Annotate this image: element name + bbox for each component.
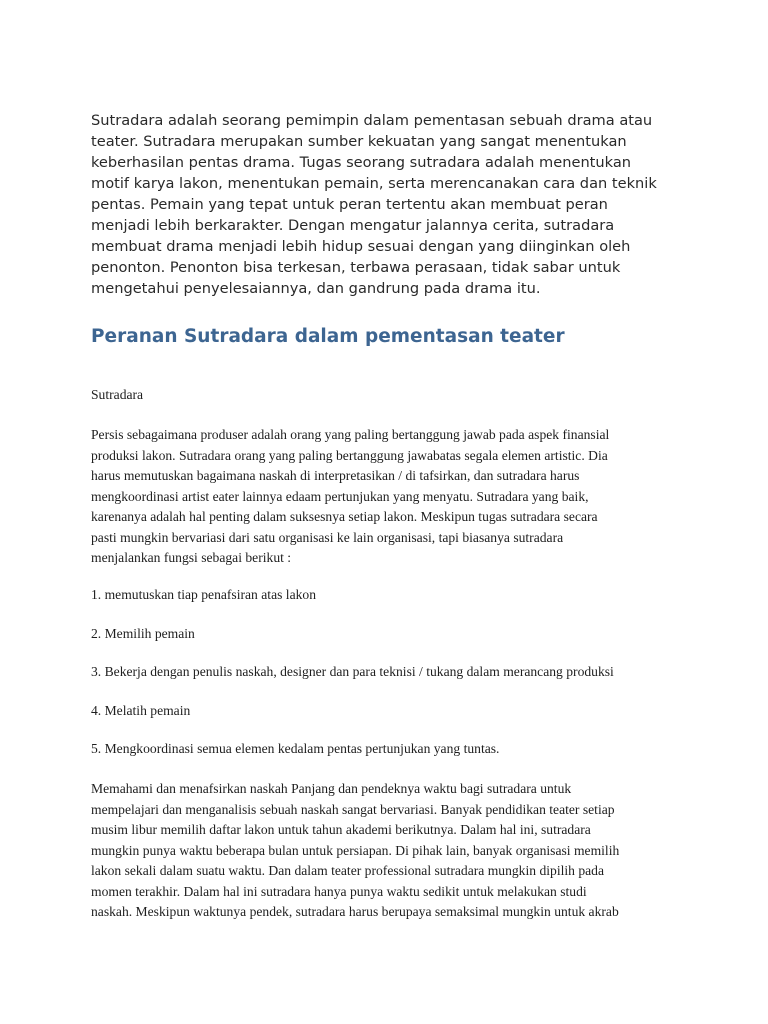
intro-line: penonton. Penonton bisa terkesan, terbawa perasaan, tidak sabar untuk <box>91 259 621 276</box>
intro-line: teater. Sutradara merupakan sumber kekuatan yang sangat menentukan <box>91 133 627 150</box>
section-subtitle: Sutradara <box>91 387 144 402</box>
paragraph-line: menjalankan fungsi sebagai berikut : <box>91 550 292 565</box>
paragraph-line: momen terakhir. Dalam hal ini sutradara hanya punya waktu sedikit untuk melakukan studi <box>91 883 587 899</box>
intro-line: mengetahui penyelesaiannya, dan gandrung pada drama itu. <box>91 280 541 297</box>
intro-line: keberhasilan pentas drama. Tugas seorang sutradara adalah menentukan <box>91 154 632 171</box>
intro-line: Sutradara adalah seorang pemimpin dalam pementasan sebuah drama atau <box>91 112 653 129</box>
paragraph-line: mengkoordinasi artist eater lainnya edaam pertunjukan yang menyatu. Sutradara yang baik, <box>91 488 589 504</box>
paragraph-line: harus memutuskan bagaimana naskah di interpretasikan / di tafsirkan, dan sutradara harus <box>91 468 580 483</box>
intro-line: menjadi lebih berkarakter. Dengan mengatur jalannya cerita, sutradara <box>91 217 615 234</box>
body-paragraph-2 <box>91 779 619 923</box>
intro-paragraph <box>91 110 691 299</box>
intro-line: pentas. Pemain yang tepat untuk peran tertentu akan membuat peran <box>91 196 608 213</box>
paragraph-line: produksi lakon. Sutradara orang yang paling bertanggung jawabatas segala elemen artistic. Dia <box>91 447 608 463</box>
paragraph-line: Persis sebagaimana produser adalah orang yang paling bertanggung jawab pada aspek finansial <box>91 427 610 442</box>
paragraph-line: mungkin punya waktu beberapa bulan untuk persiapan. Di pihak lain, banyak organisasi memilih <box>91 842 620 858</box>
paragraph-line: musim libur memilih daftar lakon untuk tahun akademi berikutnya. Dalam hal ini, sutradara <box>91 822 591 837</box>
list-item-1: 1. memutuskan tiap penafsiran atas lakon <box>91 587 316 602</box>
list-item-3: 3. Bekerja dengan penulis naskah, designer dan para teknisi / tukang dalam merancang produksi <box>91 664 614 679</box>
paragraph-line: naskah. Meskipun waktunya pendek, sutradara harus berupaya semaksimal mungkin untuk akrab <box>91 904 619 919</box>
paragraph-line: mempelajari dan menganalisis sebuah naskah sangat bervariasi. Banyak pendidikan teater setiap <box>91 801 615 817</box>
intro-line: motif karya lakon, menentukan pemain, serta merencanakan cara dan teknik <box>91 175 657 192</box>
paragraph-line: lakon sekali dalam suatu waktu. Dan dalam teater professional sutradara mungkin dipilih pada <box>91 863 605 878</box>
body-paragraph-1 <box>91 425 609 569</box>
paragraph-line: Memahami dan menafsirkan naskah Panjang dan pendeknya waktu bagi sutradara untuk <box>91 781 572 796</box>
section-heading: Peranan Sutradara dalam pementasan teater <box>91 326 565 347</box>
paragraph-line: pasti mungkin bervariasi dari satu organisasi ke lain organisasi, tapi biasanya sutradara <box>91 529 564 545</box>
list-item-2: 2. Memilih pemain <box>91 626 195 641</box>
intro-line: membuat drama menjadi lebih hidup sesuai dengan yang diinginkan oleh <box>91 238 631 255</box>
list-item-4: 4. Melatih pemain <box>91 703 191 718</box>
paragraph-line: karenanya adalah hal penting dalam suksesnya setiap lakon. Meskipun tugas sutradara secara <box>91 509 598 524</box>
list-item-5: 5. Mengkoordinasi semua elemen kedalam pentas pertunjukan yang tuntas. <box>91 741 500 756</box>
